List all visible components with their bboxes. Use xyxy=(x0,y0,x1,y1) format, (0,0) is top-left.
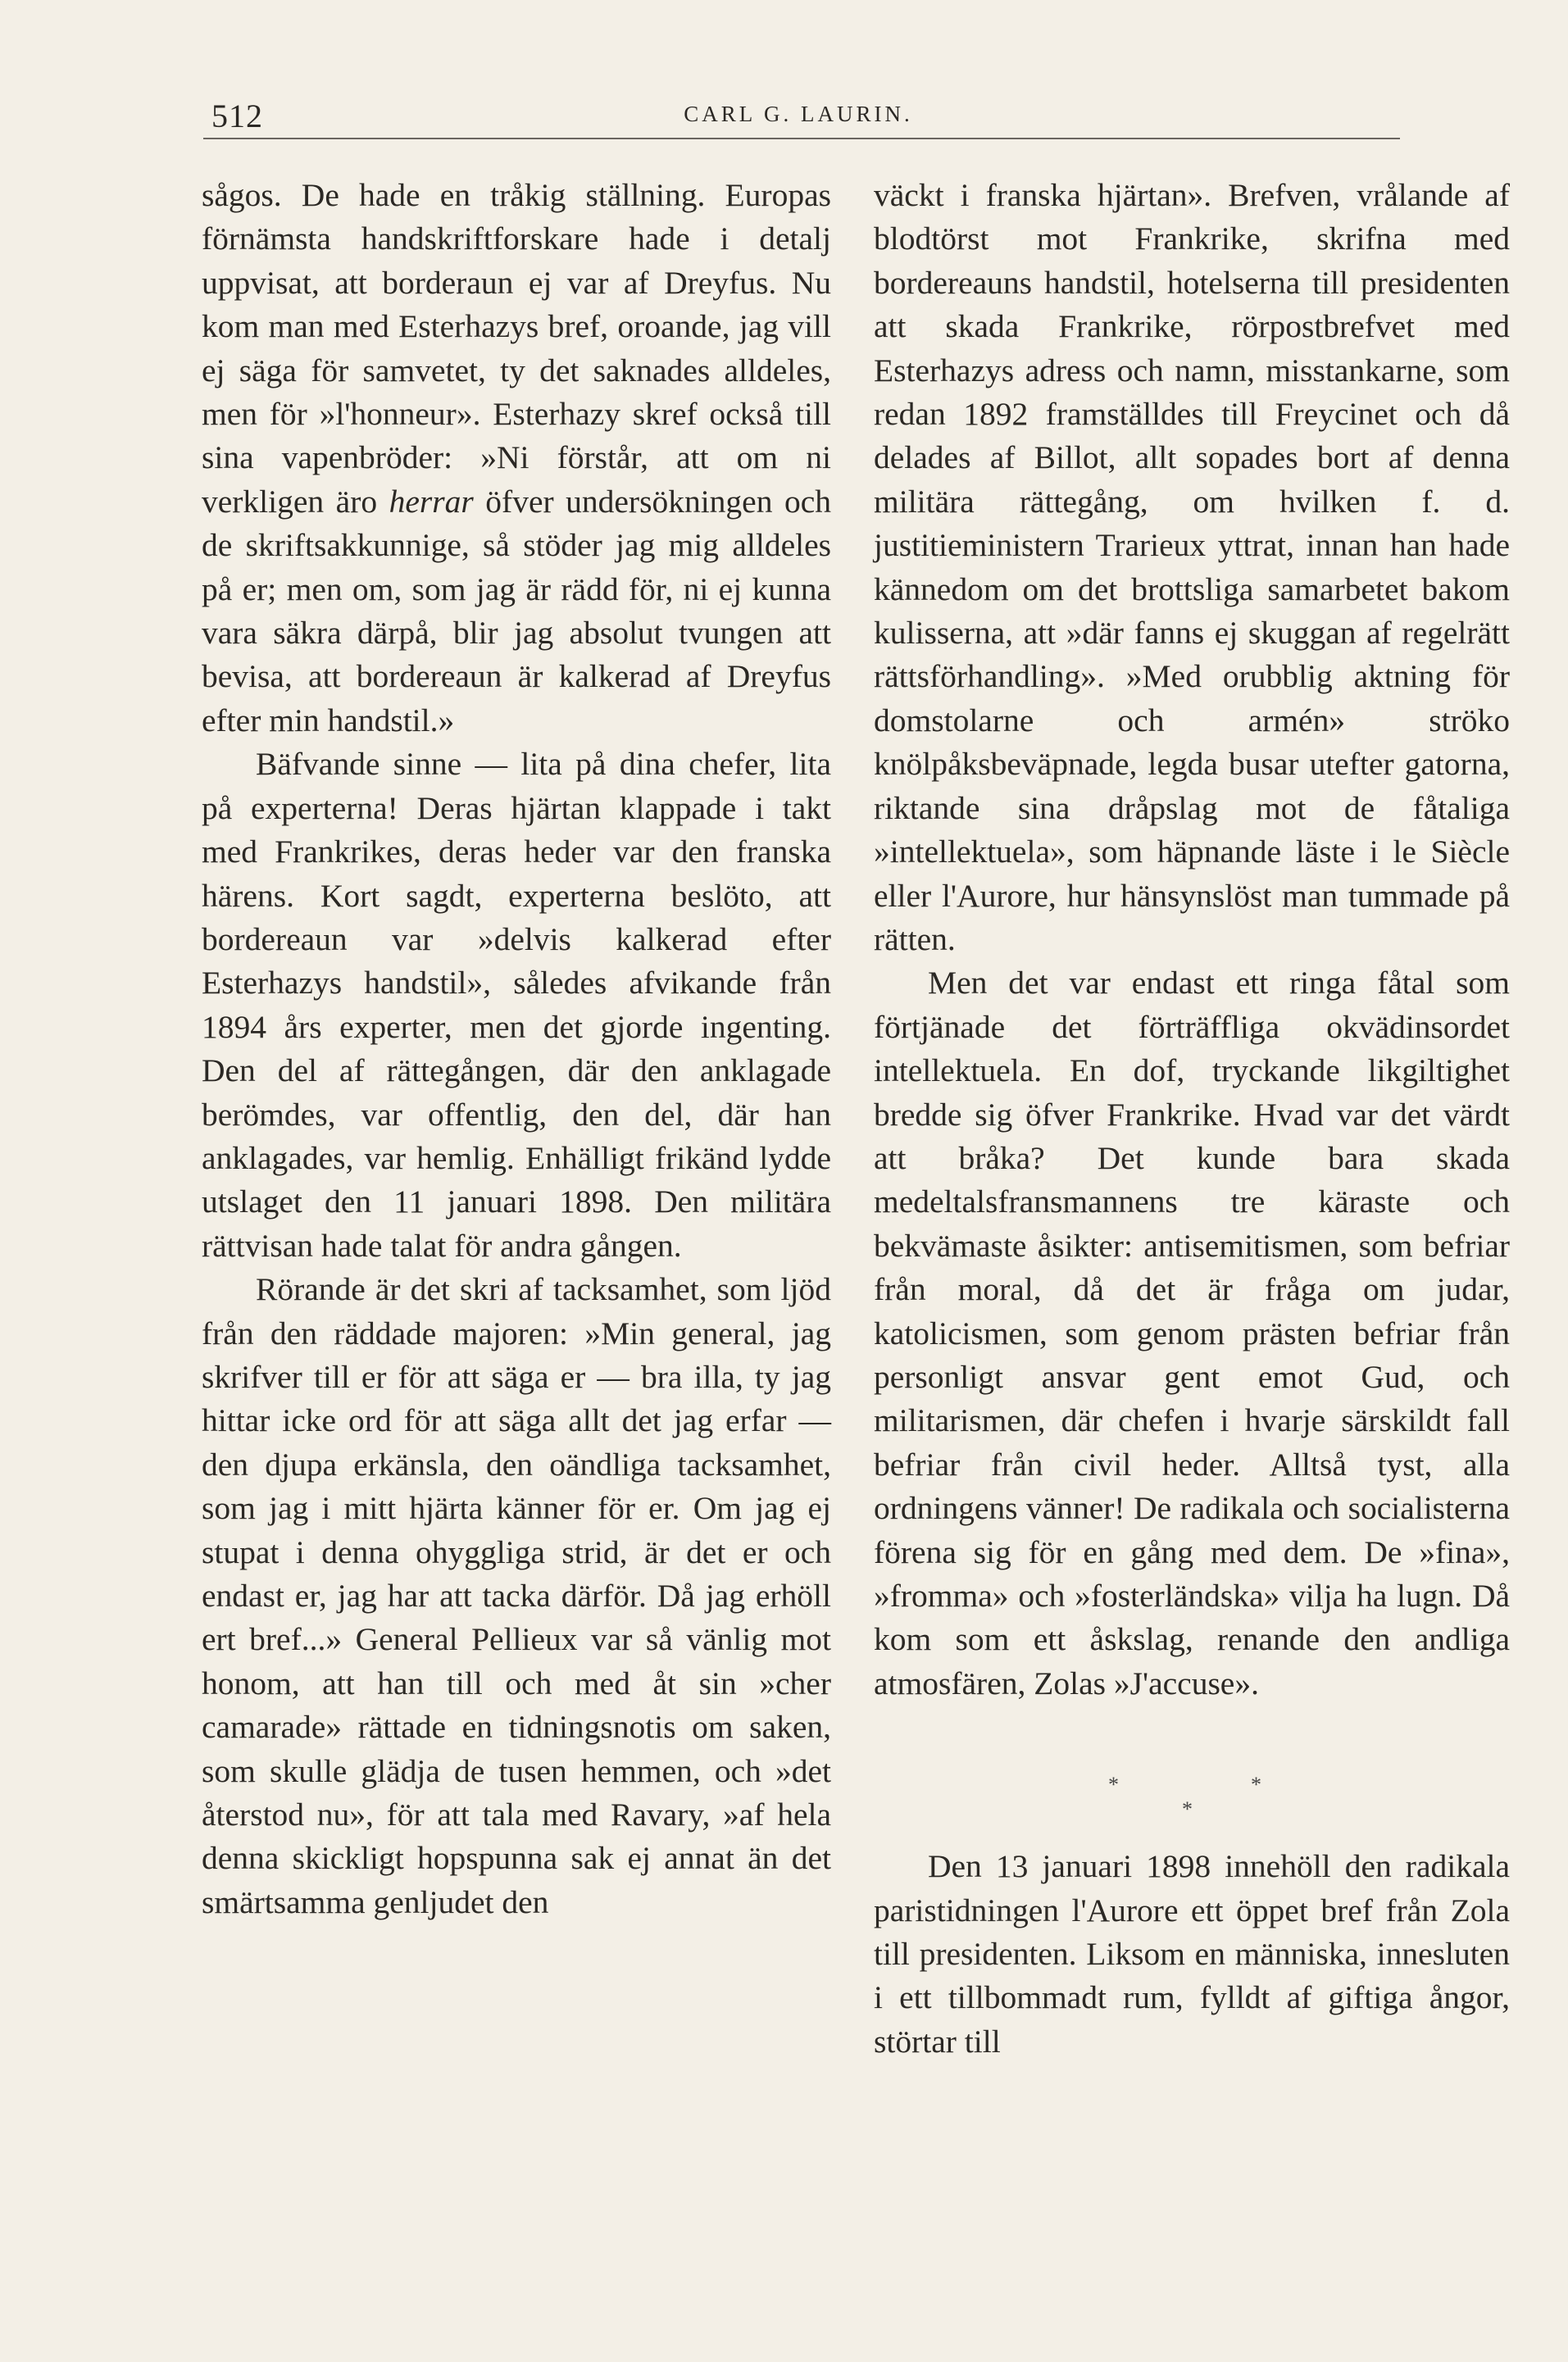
page-header xyxy=(203,97,1393,139)
italic-word: herrar xyxy=(389,483,474,520)
paragraph xyxy=(202,174,831,743)
right-column xyxy=(874,174,1510,2064)
paragraph-text: sågos. De hade en tråkig ställning. Europas förnämsta handskriftforskare hade i detalj uppvisat, att borderaun ej var af Dreyfus. Nu kom man med Esterhazys bref, oroande, jag vill ej säga för samvetet, ty det saknades alldeles, men för »l'honneur». Esterhazy skref också till sina vapenbröder: »Ni förstår, att om ni verkligen äro xyxy=(202,177,831,520)
paragraph: väckt i franska hjärtan». Brefven, vrålande af blodtörst mot Frankrike, skrifna med bordereauns handstil, hotelserna till presidenten att skada Frankrike, rörpostbrefvet med Esterhazys adress och namn, misstankarne, som redan 1892 framställdes till Freycinet och då delades af Billot, allt sopades bort af denna militära rättegång, om hvilken f. d. justitieministern Trarieux yttrat, innan han hade kännedom om det brottsliga samarbetet bakom kulisserna, att »där fanns ej skuggan af regelrätt rättsförhandling». »Med orubblig aktning för domstolarne och armén» ströko knölpåksbeväpnade, legda busar utefter gatorna, riktande sina dråpslag mot de fåtaliga »intellektuela», som häpnande läste i le Siècle eller l'Aurore, hur hänsynslöst man tummade på rätten. xyxy=(874,177,1510,957)
asterisk-ornament: * xyxy=(1251,1773,1261,1797)
left-column xyxy=(202,174,831,1924)
section-break xyxy=(874,1706,1510,1845)
running-head: CARL G. LAURIN. xyxy=(684,102,913,126)
paragraph: Men det var endast ett ringa fåtal som förtjänade det förträffliga okvädinsordet intellektuela. En dof, tryckande likgiltighet bredde sig öfver Frankrike. Hvad var det värdt att bråka? Det kunde bara skada medeltalsfransmannens tre käraste och bekvämaste åsikter: antisemitismen, som befriar från moral, då det är fråga om judar, katolicismen, som genom prästen befriar från personligt ansvar gent emot Gud, och militarismen, där chefen i hvarje särskildt fall befriar från civil heder. Alltså tyst, alla ordningens vänner! De radikala och socialisterna förena sig för en gång med dem. De »fina», »fromma» och »fosterländska» vilja ha lugn. Då kom som ett åskslag, renande den andliga atmosfären, Zolas »J'accuse». xyxy=(874,965,1510,1701)
paragraph: Bäfvande sinne — lita på dina chefer, lita på experterna! Deras hjärtan klappade i takt med Frankrikes, deras heder var den franska härens. Kort sagdt, experterna beslöto, att bordereaun var »delvis kalkerad efter Esterhazys handstil», således afvikande från 1894 års experter, men det gjorde ingenting. Den del af rättegången, där den anklagade berömdes, var offentlig, den del, där han anklagades, var hemlig. Enhälligt frikänd lydde utslaget den 11 januari 1898. Den militära rättvisan hade talat för andra gången. xyxy=(202,746,831,1264)
paragraph: Den 13 januari 1898 innehöll den radikala paristidningen l'Aurore ett öppet bref från Zola till presidenten. Liksom en människa, innesluten i ett tillbommadt rum, fylldt af giftiga ångor, störtar till xyxy=(874,1848,1510,2060)
header-rule xyxy=(203,138,1400,139)
page-number: 512 xyxy=(211,98,263,134)
asterisk-ornament: * xyxy=(1108,1773,1119,1797)
paragraph: Rörande är det skri af tacksamhet, som ljöd från den räddade majoren: »Min general, jag skrifver till er för att säga er — bra illa, ty jag hittar icke ord för att säga allt det jag erfar — den djupa erkänsla, den oändliga tacksamhet, som jag i mitt hjärta känner för er. Om jag ej stupat i denna ohyggliga strid, är det er och endast er, jag har att tacka därför. Då jag erhöll ert bref...» General Pellieux var så vänlig mot honom, att han till och med åt sin »cher camarade» rättade en tidningsnotis om saken, som skulle glädja de tusen hemmen, och »det återstod nu», för att tala med Ravary, »af hela denna skickligt hopspunna sak ej annat än det smärtsamma genljudet den xyxy=(202,1271,831,1920)
asterisk-ornament: * xyxy=(1182,1797,1193,1822)
paragraph-text: öfver undersökningen och de skriftsakkunnige, så stöder jag mig alldeles på er; men om, som jag är rädd för, ni ej kunna vara säkra därpå, blir jag absolut tvungen att bevisa, att bordereaun är kalkerad af Dreyfus efter min handstil.» xyxy=(202,483,831,738)
